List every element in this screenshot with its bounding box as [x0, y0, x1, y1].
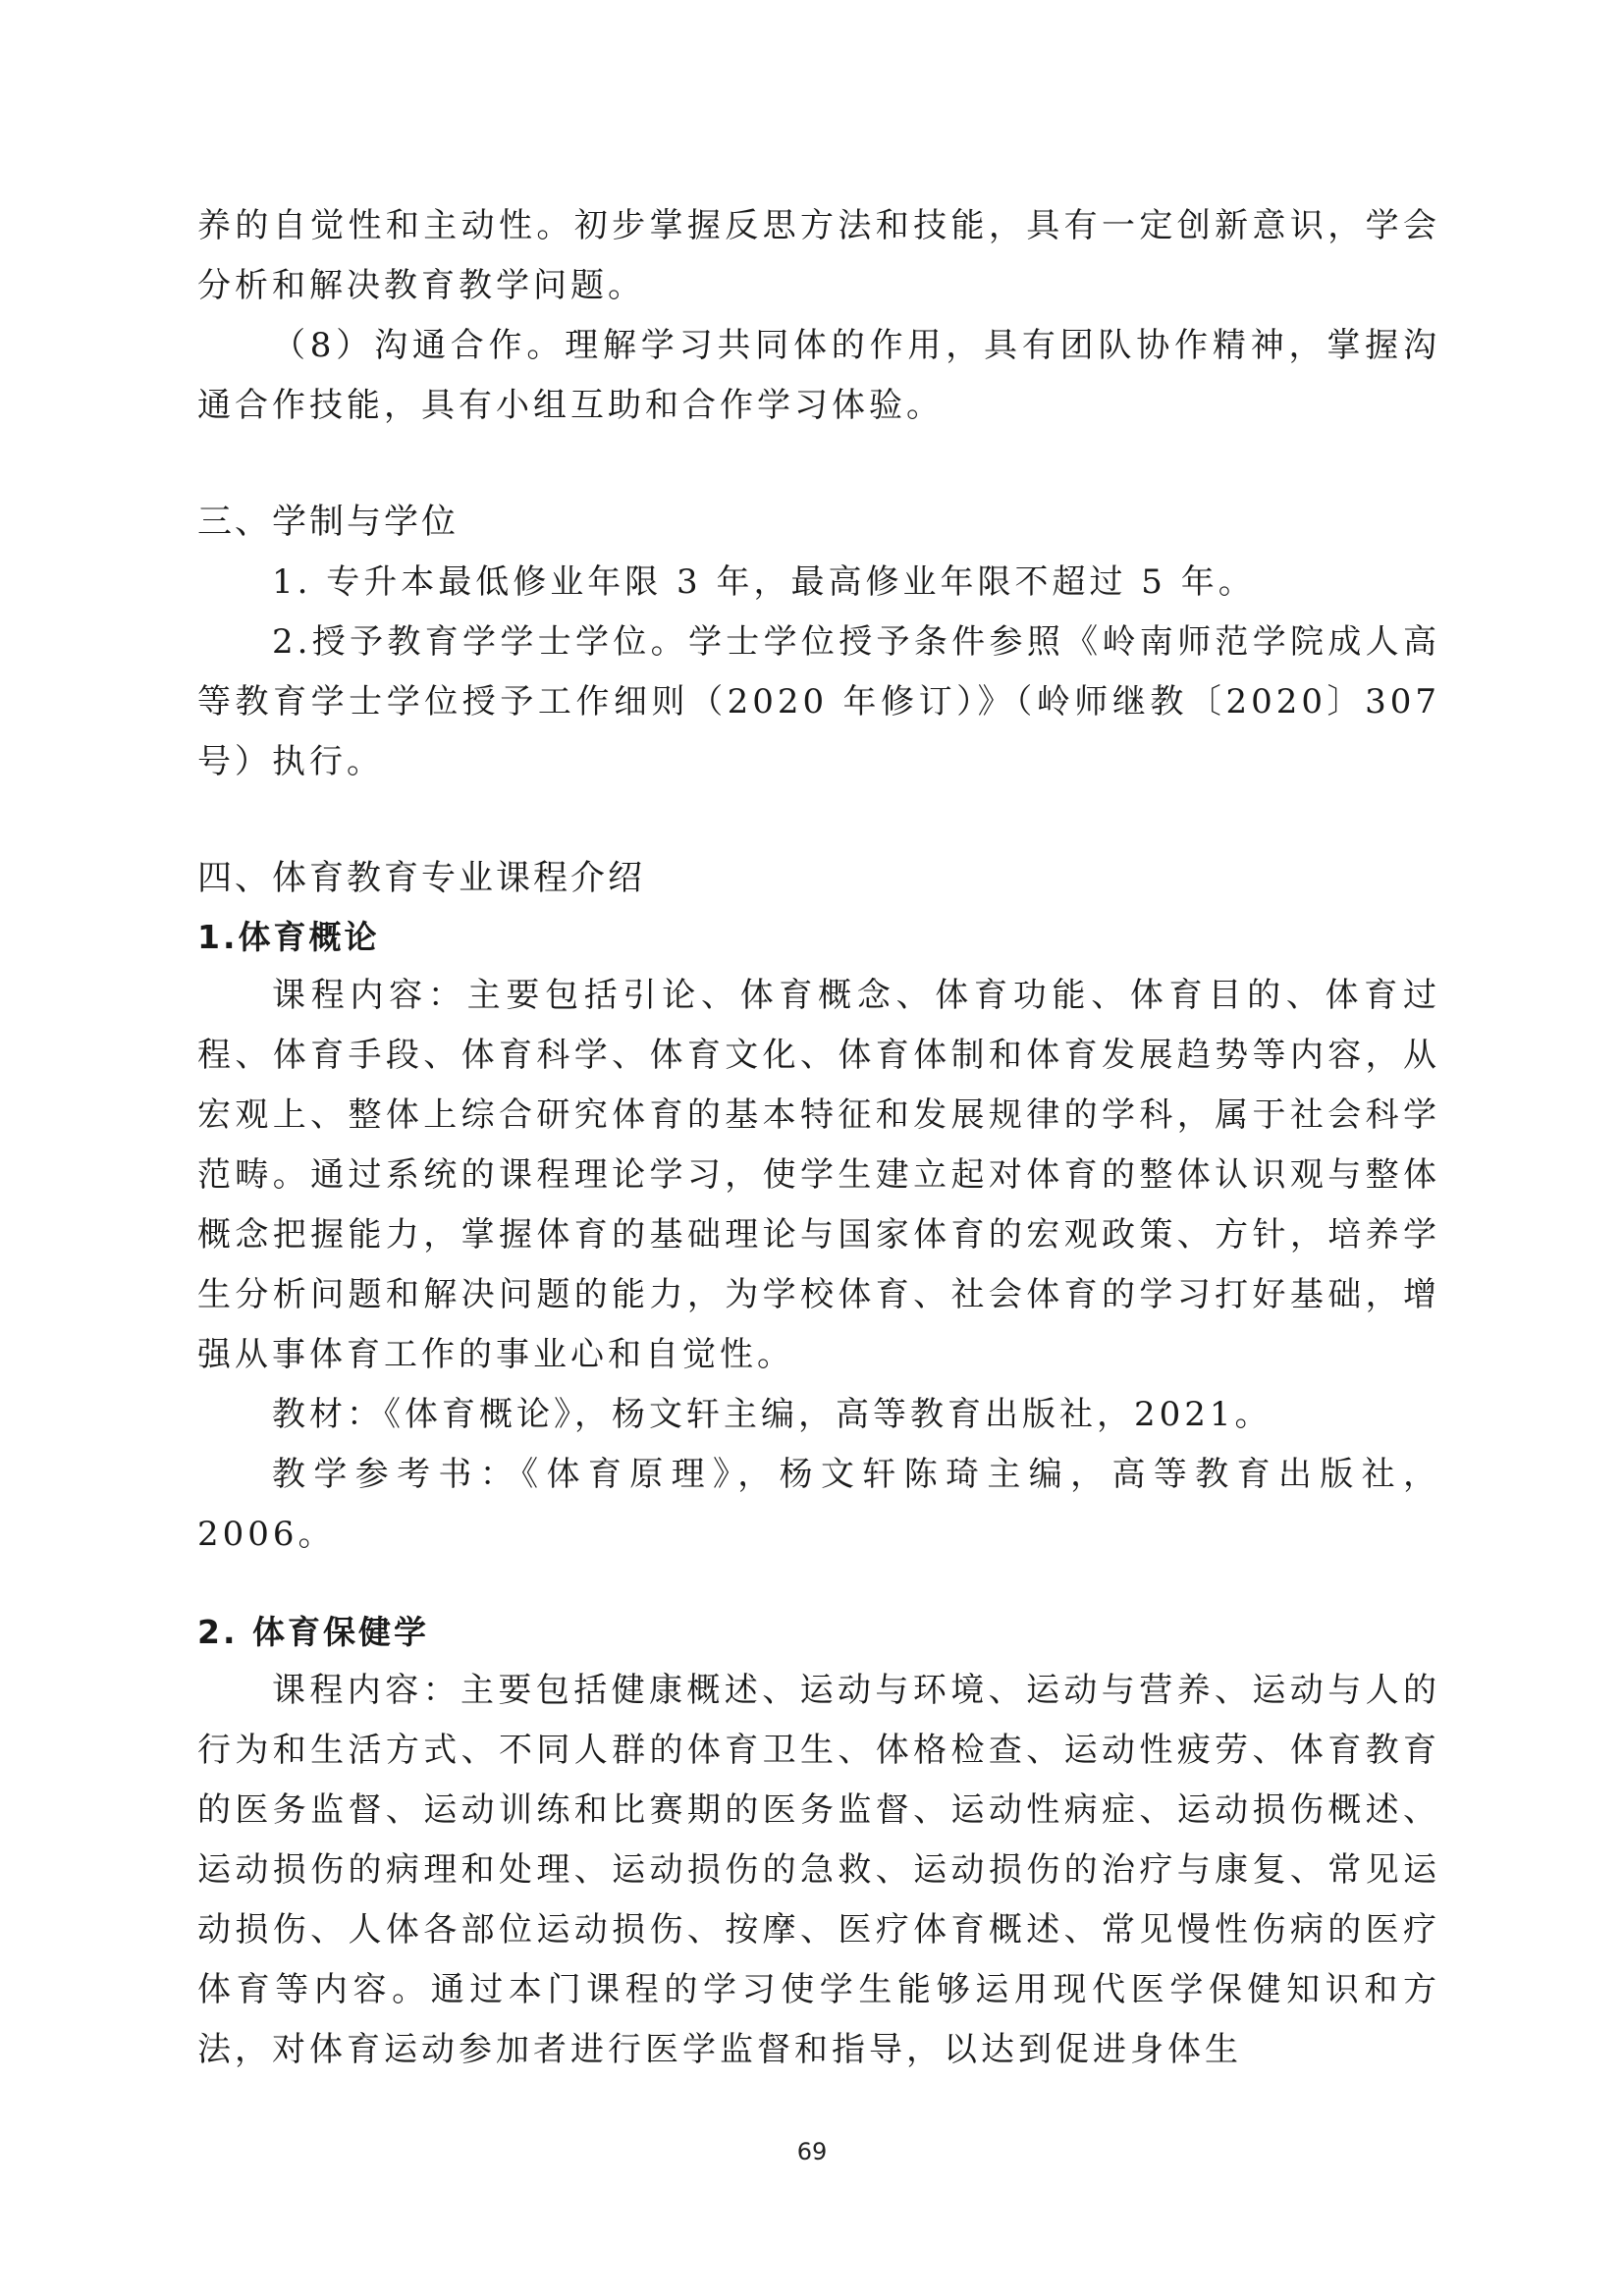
paragraph-study-duration: 1. 专升本最低修业年限 3 年，最高修业年限不超过 5 年。 [272, 562, 1256, 602]
course-content-sports-health: 课程内容：主要包括健康概述、运动与环境、运动与营养、运动与人的行为和生活方式、不同人群的体育卫生、体格检查、运动性疲劳、体育教育的医务监督、运动训练和比赛期的医务监督、运动性病症、运动损伤概述、运动损伤的病理和处理、运动损伤的急救、运动损伤的治疗与康复、常见运动损伤、人体各部位运动损伤、按摩、医疗体育概述、常见慢性伤病的医疗体育等内容。通过本门课程的学习使学生能够运用现代医学保健知识和方法，对体育运动参加者进行医学监督和指导，以达到促进身体生 [197, 1671, 1440, 2069]
course-title-sports-introduction: 1.体育概论 [197, 918, 380, 956]
course-title-sports-health: 2. 体育保健学 [197, 1613, 429, 1651]
spacer [197, 436, 1440, 493]
page-number: 69 [796, 2138, 828, 2165]
document-page [197, 196, 1440, 2080]
section-heading-degree: 三、学制与学位 [197, 503, 460, 542]
paragraph-degree-conferral: 2.授予教育学学士学位。学士学位授予条件参照《岭南师范学院成人高等教育学士学位授予工作细则（2020 年修订）》（岭师继教〔2020〕307 号）执行。 [197, 622, 1440, 781]
course-textbook-sports-introduction: 教材：《体育概论》，杨文轩主编，高等教育出版社，2021。 [272, 1395, 1272, 1434]
course-content-sports-introduction: 课程内容：主要包括引论、体育概念、体育功能、体育目的、体育过程、体育手段、体育科学、体育文化、体育体制和体育发展趋势等内容，从宏观上、整体上综合研究体育的基本特征和发展规律的学科，属于社会科学范畴。通过系统的课程理论学习，使学生建立起对体育的整体认识观与整体概念把握能力，掌握体育的基础理论与国家体育的宏观政策、方针，培养学生分析问题和解决问题的能力，为学校体育、社会体育的学习打好基础，增强从事体育工作的事业心和自觉性。 [197, 976, 1440, 1374]
section-heading-courses: 四、体育教育专业课程介绍 [197, 859, 646, 898]
paragraph-reflection-tail: 养的自觉性和主动性。初步掌握反思方法和技能，具有一定创新意识，学会分析和解决教育教学问题。 [197, 206, 1440, 305]
course-reference-sports-introduction: 教学参考书：《体育原理》，杨文轩陈琦主编，高等教育出版社，2006。 [197, 1455, 1440, 1554]
paragraph-communication-cooperation: （8）沟通合作。理解学习共同体的作用，具有团队协作精神，掌握沟通合作技能，具有小组互助和合作学习体验。 [197, 326, 1440, 425]
spacer [197, 1565, 1440, 1604]
spacer [197, 792, 1440, 849]
